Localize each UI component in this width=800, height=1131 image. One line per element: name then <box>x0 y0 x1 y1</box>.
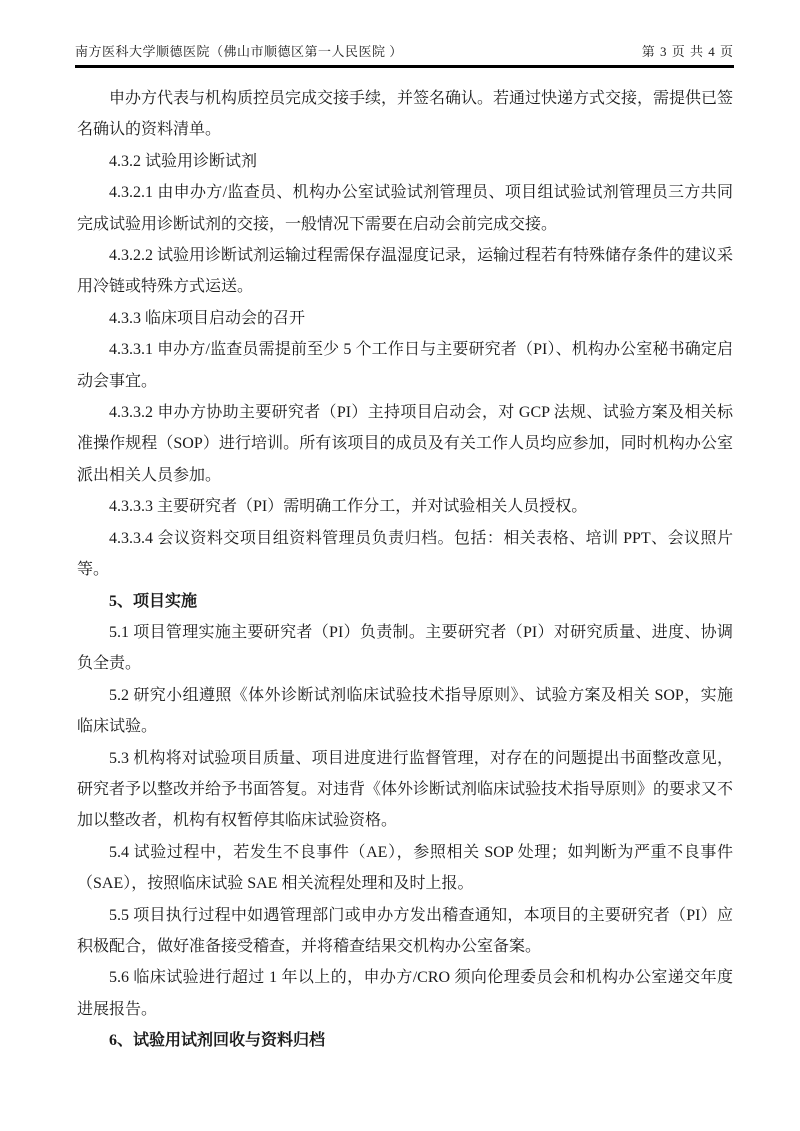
paragraph-4-3-2-1: 4.3.2.1 由申办方/监查员、机构办公室试验试剂管理员、项目组试验试剂管理员三方共同完成试验用诊断试剂的交接，一般情况下需要在启动会前完成交接。 <box>77 184 733 233</box>
paragraph-5-5: 5.5 项目执行过程中如遇管理部门或申办方发出稽查通知，本项目的主要研究者（PI）应积极配合，做好准备接受稽查，并将稽查结果交机构办公室备案。 <box>77 906 733 955</box>
paragraph-5-1: 5.1 项目管理实施主要研究者（PI）负责制。主要研究者（PI）对研究质量、进度、协调负全责。 <box>77 623 733 673</box>
section-heading-5: 5、项目实施 <box>109 592 198 610</box>
paragraph-4-3-3: 4.3.3 临床项目启动会的召开 <box>109 309 306 327</box>
section-heading-6: 6、试验用试剂回收与资料归档 <box>109 1032 326 1050</box>
paragraph-5-6: 5.6 临床试验进行超过 1 年以上的，申办方/CRO 须向伦理委员会和机构办公室递交年度进展报告。 <box>77 969 733 1018</box>
paragraph-4-3-3-1: 4.3.3.1 申办方/监查员需提前至少 5 个工作日与主要研究者（PI）、机构办公室秘书确定启动会事宜。 <box>77 341 733 390</box>
paragraph-5-3: 5.3 机构将对试验项目质量、项目进度进行监督管理，对存在的问题提出书面整改意见，研究者予以整改并给予书面答复。对违背《体外诊断试剂临床试验技术指导原则》的要求又不加以整改者，机构有权暂停其临床试验资格。 <box>77 749 734 830</box>
paragraph-4-3-2-2: 4.3.2.2 试验用诊断试剂运输过程需保存温湿度记录，运输过程若有特殊储存条件的建议采用冷链或特殊方式运送。 <box>77 247 734 296</box>
header-page-number: 第 3 页 共 4 页 <box>641 44 734 59</box>
paragraph-4-3-3-3: 4.3.3.3 主要研究者（PI）需明确工作分工，并对试验相关人员授权。 <box>109 498 588 516</box>
paragraph-continuation: 申办方代表与机构质控员完成交接手续，并签名确认。若通过快递方式交接，需提供已签名确认的资料清单。 <box>77 90 734 139</box>
page-header <box>75 44 734 68</box>
document-body <box>77 83 733 1057</box>
paragraph-4-3-2: 4.3.2 试验用诊断试剂 <box>109 152 258 170</box>
paragraph-4-3-3-4: 4.3.3.4 会议资料交项目组资料管理员负责归档。包括：相关表格、培训 PPT、会议照片等。 <box>77 529 733 579</box>
header-hospital-name: 南方医科大学顺德医院（佛山市顺德区第一人民医院 ） <box>75 44 403 59</box>
paragraph-4-3-3-2: 4.3.3.2 申办方协助主要研究者（PI）主持项目启动会，对 GCP 法规、试验方案及相关标准操作规程（SOP）进行培训。所有该项目的成员及有关工作人员均应参加，同时机构办公室派出相关人员参加。 <box>77 404 733 484</box>
paragraph-5-2: 5.2 研究小组遵照《体外诊断试剂临床试验技术指导原则》、试验方案及相关 SOP，实施临床试验。 <box>77 686 733 736</box>
paragraph-5-4: 5.4 试验过程中，若发生不良事件（AE），参照相关 SOP 处理；如判断为严重不良事件（SAE），按照临床试验 SAE 相关流程处理和及时上报。 <box>77 843 733 893</box>
